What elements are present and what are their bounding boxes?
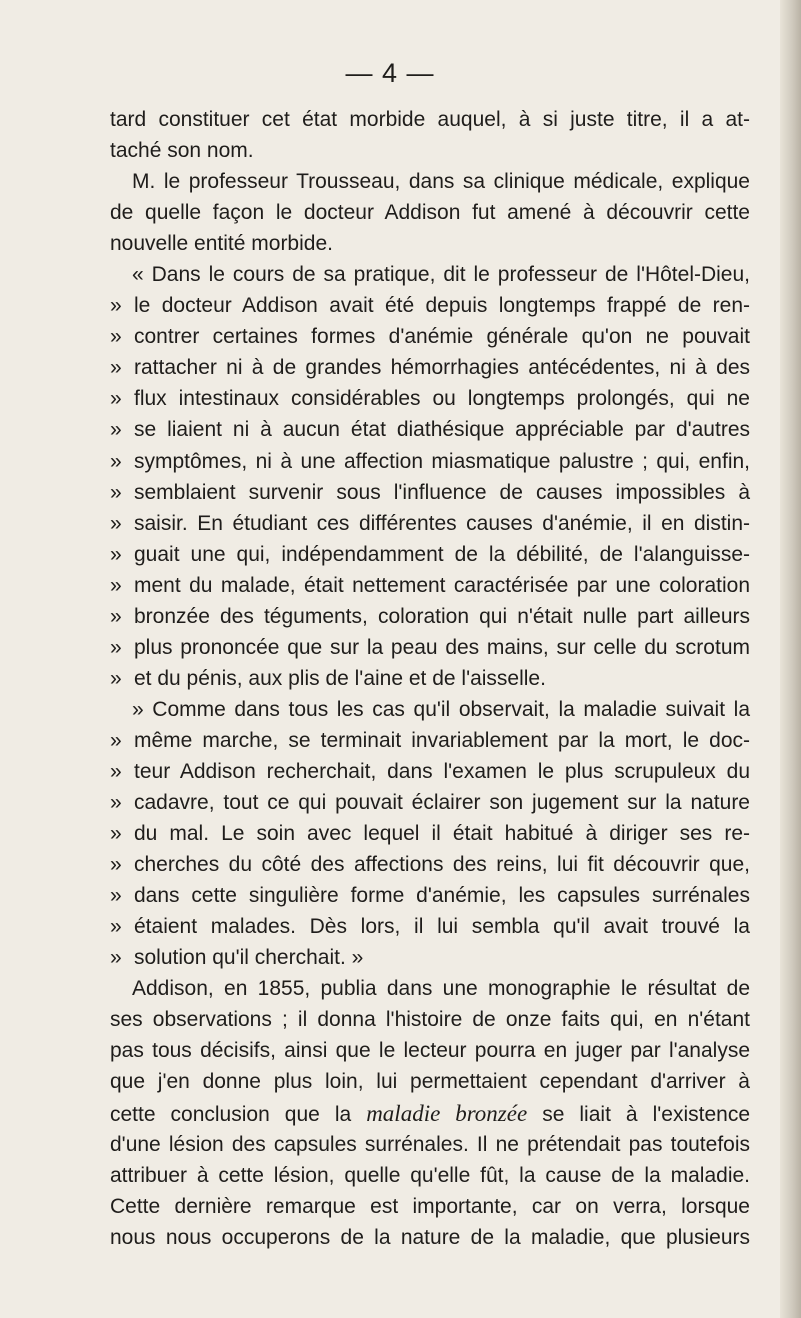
text-line: » même marche, se terminait invariablement par la mort, le doc- bbox=[110, 728, 750, 752]
text-line: nouvelle entité morbide. bbox=[110, 232, 333, 256]
text-line: » cadavre, tout ce qui pouvait éclairer son jugement sur la nature bbox=[110, 791, 750, 815]
text-line: » contrer certaines formes d'anémie générale qu'on ne pouvait bbox=[110, 325, 750, 349]
text-line: » le docteur Addison avait été depuis longtemps frappé de ren- bbox=[110, 294, 750, 318]
text-line: » et du pénis, aux plis de l'aine et de l'aisselle. bbox=[110, 666, 546, 690]
text-line: » se liaient ni à aucun état diathésique appréciable par d'autres bbox=[110, 418, 750, 442]
text-line: » guait une qui, indépendamment de la débilité, de l'alanguisse- bbox=[110, 542, 750, 566]
italic-term: maladie bronzée bbox=[366, 1100, 528, 1126]
text-line: Addison, en 1855, publia dans une monographie le résultat de bbox=[132, 977, 750, 1001]
text-line: cette conclusion que la maladie bronzée se liait à l'existence bbox=[110, 1100, 750, 1126]
text-line: » solution qu'il cherchait. » bbox=[110, 946, 364, 970]
text-line: » rattacher ni à de grandes hémorrhagies antécédentes, ni à des bbox=[110, 356, 750, 380]
text-line: que j'en donne plus loin, lui permettaient cependant d'arriver à bbox=[110, 1070, 750, 1094]
text-line: » symptômes, ni à une affection miasmatique palustre ; qui, enfin, bbox=[110, 449, 750, 473]
text-line: » bronzée des téguments, coloration qui n'était nulle part ailleurs bbox=[110, 604, 750, 628]
text-line: Cette dernière remarque est importante, car on verra, lorsque bbox=[110, 1194, 750, 1218]
text-line: ses observations ; il donna l'histoire de onze faits qui, en n'étant bbox=[110, 1008, 750, 1032]
text-line: » dans cette singulière forme d'anémie, les capsules surrénales bbox=[110, 884, 750, 908]
text-line: taché son nom. bbox=[110, 139, 254, 163]
text-line: M. le professeur Trousseau, dans sa clinique médicale, explique bbox=[132, 170, 750, 194]
text-line: » saisir. En étudiant ces différentes causes d'anémie, il en distin- bbox=[110, 511, 750, 535]
text-line: » flux intestinaux considérables ou longtemps prolongés, qui ne bbox=[110, 387, 750, 411]
text-line: » étaient malades. Dès lors, il lui sembla qu'il avait trouvé la bbox=[110, 915, 750, 939]
text-line: pas tous décisifs, ainsi que le lecteur pourra en juger par l'analyse bbox=[110, 1039, 750, 1063]
text-line: » ment du malade, était nettement caractérisée par une coloration bbox=[110, 573, 750, 597]
text-line: » plus prononcée que sur la peau des mains, sur celle du scrotum bbox=[110, 635, 750, 659]
text-line: de quelle façon le docteur Addison fut amené à découvrir cette bbox=[110, 201, 750, 225]
text-line: » semblaient survenir sous l'influence de causes impossibles à bbox=[110, 480, 750, 504]
body-text bbox=[110, 104, 750, 1253]
page-number: — 4 — bbox=[345, 58, 435, 88]
page-edge bbox=[780, 0, 801, 1318]
text-line: » teur Addison recherchait, dans l'examen le plus scrupuleux du bbox=[110, 759, 750, 783]
text-line: » du mal. Le soin avec lequel il était habitué à diriger ses re- bbox=[110, 822, 750, 846]
text-line: tard constituer cet état morbide auquel, à si juste titre, il a at- bbox=[110, 108, 750, 131]
text-line: » Comme dans tous les cas qu'il observait, la maladie suivait la bbox=[132, 697, 750, 721]
text-line: attribuer à cette lésion, quelle qu'elle fût, la cause de la maladie. bbox=[110, 1163, 750, 1187]
text-line: nous nous occuperons de la nature de la maladie, que plusieurs bbox=[110, 1225, 750, 1249]
text-line: » cherches du côté des affections des reins, lui fit découvrir que, bbox=[110, 853, 750, 877]
text-line: d'une lésion des capsules surrénales. Il ne prétendait pas toutefois bbox=[110, 1132, 750, 1156]
text-line: « Dans le cours de sa pratique, dit le professeur de l'Hôtel-Dieu, bbox=[132, 263, 750, 287]
